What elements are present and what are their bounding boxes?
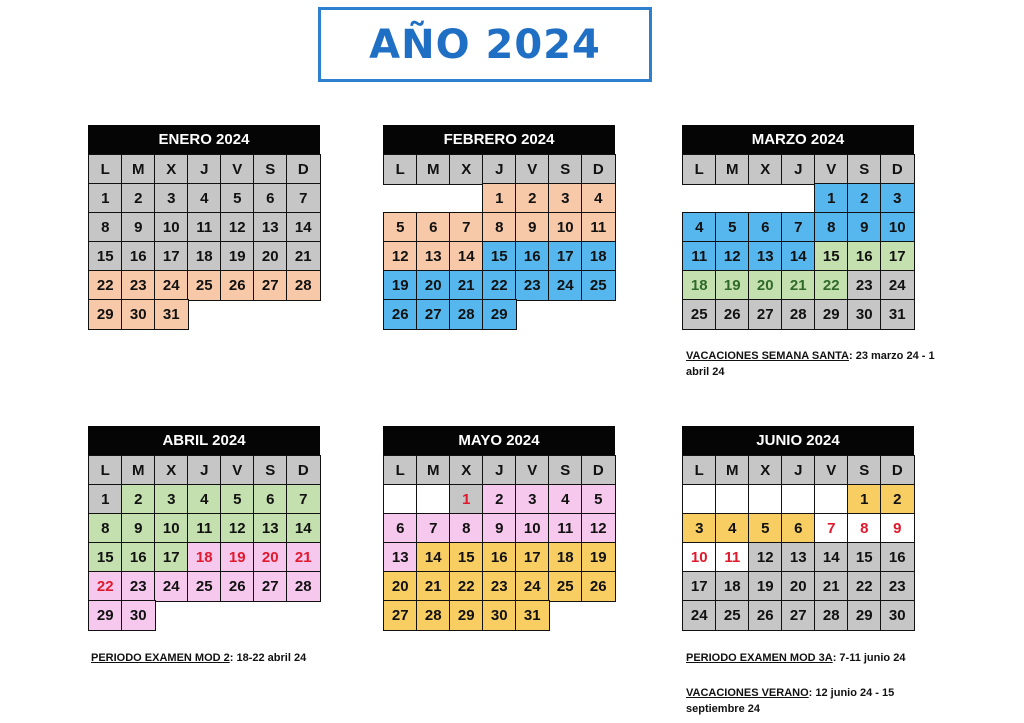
day-cell: 8 — [88, 212, 123, 243]
weekday-header: S — [253, 455, 288, 486]
weekday-header: D — [286, 455, 321, 486]
weekday-header: D — [286, 154, 321, 185]
day-cell: 1 — [482, 183, 517, 214]
day-cell: 29 — [482, 299, 517, 330]
day-cell: 31 — [515, 600, 550, 631]
day-cell: 29 — [88, 600, 123, 631]
weekday-header: J — [482, 154, 517, 185]
day-cell: 25 — [682, 299, 717, 330]
month-header: MAYO 2024 — [383, 426, 615, 455]
day-cell: 13 — [748, 241, 783, 272]
month-header: ABRIL 2024 — [88, 426, 320, 455]
day-cell: 28 — [286, 270, 321, 301]
empty-cell — [748, 183, 783, 214]
weekday-header: X — [154, 154, 189, 185]
day-cell: 29 — [847, 600, 882, 631]
day-cell: 28 — [781, 299, 816, 330]
day-cell: 9 — [482, 513, 517, 544]
day-cell: 12 — [383, 241, 418, 272]
day-cell: 19 — [220, 542, 255, 573]
day-cell: 30 — [880, 600, 915, 631]
note-text: : 18-22 abril 24 — [229, 652, 307, 664]
day-cell: 7 — [814, 513, 849, 544]
day-cell: 20 — [748, 270, 783, 301]
day-cell: 25 — [548, 571, 583, 602]
day-cell: 23 — [847, 270, 882, 301]
day-cell: 9 — [880, 513, 915, 544]
day-cell: 13 — [383, 542, 418, 573]
day-cell: 24 — [154, 571, 189, 602]
day-cell: 13 — [253, 513, 288, 544]
day-cell: 15 — [847, 542, 882, 573]
day-cell: 16 — [121, 241, 156, 272]
weekday-header: X — [748, 154, 783, 185]
day-cell: 10 — [154, 513, 189, 544]
weekday-header: V — [220, 154, 255, 185]
day-cell: 3 — [515, 484, 550, 515]
day-cell: 19 — [748, 571, 783, 602]
day-cell: 2 — [121, 183, 156, 214]
day-cell: 11 — [187, 212, 222, 243]
month-header: ENERO 2024 — [88, 125, 320, 154]
blank-day-cell — [383, 484, 418, 515]
day-cell: 25 — [715, 600, 750, 631]
weekday-header: M — [416, 455, 451, 486]
day-cell: 21 — [416, 571, 451, 602]
weekday-header: J — [781, 154, 816, 185]
day-cell: 29 — [449, 600, 484, 631]
day-cell: 5 — [581, 484, 616, 515]
day-cell: 24 — [154, 270, 189, 301]
day-cell: 27 — [383, 600, 418, 631]
day-cell: 20 — [253, 241, 288, 272]
day-cell: 23 — [482, 571, 517, 602]
day-cell: 15 — [482, 241, 517, 272]
day-cell: 27 — [748, 299, 783, 330]
note-examen-mod3a — [686, 650, 986, 666]
day-cell: 22 — [449, 571, 484, 602]
weekday-header: V — [814, 455, 849, 486]
day-cell: 5 — [748, 513, 783, 544]
day-cell: 11 — [715, 542, 750, 573]
month-grid — [88, 455, 320, 629]
note-text: : 7-11 junio 24 — [832, 652, 906, 664]
empty-cell — [416, 183, 451, 214]
blank-day-cell — [682, 484, 717, 515]
day-cell: 18 — [548, 542, 583, 573]
day-cell: 24 — [515, 571, 550, 602]
day-cell: 10 — [548, 212, 583, 243]
note-semana-santa — [686, 348, 956, 380]
day-cell: 4 — [187, 183, 222, 214]
day-cell: 1 — [449, 484, 484, 515]
day-cell: 13 — [781, 542, 816, 573]
day-cell: 6 — [748, 212, 783, 243]
month-grid — [682, 154, 914, 328]
weekday-header: D — [880, 154, 915, 185]
day-cell: 8 — [847, 513, 882, 544]
day-cell: 5 — [220, 484, 255, 515]
month-junio — [682, 426, 914, 629]
weekday-header: J — [482, 455, 517, 486]
day-cell: 2 — [482, 484, 517, 515]
month-grid — [383, 154, 615, 328]
weekday-header: M — [416, 154, 451, 185]
day-cell: 30 — [482, 600, 517, 631]
day-cell: 4 — [715, 513, 750, 544]
day-cell: 11 — [682, 241, 717, 272]
day-cell: 29 — [88, 299, 123, 330]
day-cell: 14 — [286, 513, 321, 544]
day-cell: 31 — [880, 299, 915, 330]
note-text: : 23 marzo 24 - 1 abril 24 — [686, 350, 935, 378]
weekday-header: L — [383, 455, 418, 486]
day-cell: 30 — [121, 299, 156, 330]
empty-cell — [682, 183, 717, 214]
day-cell: 29 — [814, 299, 849, 330]
day-cell: 6 — [416, 212, 451, 243]
day-cell: 10 — [154, 212, 189, 243]
note-label: PERIODO EXAMEN MOD 2 — [91, 652, 230, 664]
note-label: VACACIONES SEMANA SANTA — [686, 350, 849, 362]
day-cell: 20 — [781, 571, 816, 602]
day-cell: 22 — [847, 571, 882, 602]
day-cell: 10 — [515, 513, 550, 544]
day-cell: 24 — [682, 600, 717, 631]
day-cell: 9 — [847, 212, 882, 243]
day-cell: 4 — [548, 484, 583, 515]
day-cell: 19 — [220, 241, 255, 272]
day-cell: 5 — [220, 183, 255, 214]
day-cell: 26 — [383, 299, 418, 330]
day-cell: 1 — [88, 484, 123, 515]
day-cell: 2 — [515, 183, 550, 214]
note-text: : 12 junio 24 - 15 septiembre 24 — [686, 687, 895, 715]
day-cell: 5 — [715, 212, 750, 243]
day-cell: 14 — [416, 542, 451, 573]
day-cell: 17 — [682, 571, 717, 602]
day-cell: 27 — [253, 571, 288, 602]
weekday-header: M — [715, 154, 750, 185]
day-cell: 8 — [88, 513, 123, 544]
weekday-header: X — [154, 455, 189, 486]
day-cell: 12 — [715, 241, 750, 272]
day-cell: 6 — [253, 183, 288, 214]
day-cell: 14 — [814, 542, 849, 573]
day-cell: 26 — [715, 299, 750, 330]
day-cell: 14 — [781, 241, 816, 272]
day-cell: 17 — [154, 241, 189, 272]
day-cell: 3 — [682, 513, 717, 544]
day-cell: 18 — [715, 571, 750, 602]
day-cell: 20 — [383, 571, 418, 602]
month-header: FEBRERO 2024 — [383, 125, 615, 154]
day-cell: 12 — [581, 513, 616, 544]
day-cell: 20 — [416, 270, 451, 301]
month-header: JUNIO 2024 — [682, 426, 914, 455]
day-cell: 3 — [154, 484, 189, 515]
day-cell: 18 — [581, 241, 616, 272]
day-cell: 27 — [253, 270, 288, 301]
note-label: PERIODO EXAMEN MOD 3A — [686, 652, 833, 664]
day-cell: 27 — [781, 600, 816, 631]
day-cell: 1 — [847, 484, 882, 515]
day-cell: 7 — [449, 212, 484, 243]
blank-day-cell — [781, 484, 816, 515]
day-cell: 28 — [814, 600, 849, 631]
day-cell: 25 — [581, 270, 616, 301]
weekday-header: D — [880, 455, 915, 486]
weekday-header: X — [748, 455, 783, 486]
month-grid — [682, 455, 914, 629]
blank-day-cell — [416, 484, 451, 515]
note-examen-mod2 — [91, 650, 391, 666]
day-cell: 24 — [880, 270, 915, 301]
day-cell: 28 — [286, 571, 321, 602]
day-cell: 6 — [253, 484, 288, 515]
note-verano — [686, 685, 946, 717]
weekday-header: X — [449, 154, 484, 185]
day-cell: 12 — [220, 513, 255, 544]
day-cell: 3 — [548, 183, 583, 214]
day-cell: 11 — [581, 212, 616, 243]
day-cell: 7 — [781, 212, 816, 243]
weekday-header: J — [781, 455, 816, 486]
day-cell: 21 — [449, 270, 484, 301]
day-cell: 26 — [581, 571, 616, 602]
day-cell: 30 — [121, 600, 156, 631]
weekday-header: V — [814, 154, 849, 185]
day-cell: 23 — [515, 270, 550, 301]
day-cell: 10 — [682, 542, 717, 573]
day-cell: 27 — [416, 299, 451, 330]
day-cell: 6 — [383, 513, 418, 544]
day-cell: 17 — [548, 241, 583, 272]
day-cell: 11 — [548, 513, 583, 544]
day-cell: 3 — [880, 183, 915, 214]
month-grid — [383, 455, 615, 629]
day-cell: 26 — [220, 270, 255, 301]
day-cell: 14 — [449, 241, 484, 272]
day-cell: 8 — [814, 212, 849, 243]
day-cell: 18 — [187, 542, 222, 573]
day-cell: 4 — [581, 183, 616, 214]
month-grid — [88, 154, 320, 328]
day-cell: 26 — [220, 571, 255, 602]
weekday-header: X — [449, 455, 484, 486]
month-header: MARZO 2024 — [682, 125, 914, 154]
day-cell: 15 — [88, 542, 123, 573]
day-cell: 7 — [416, 513, 451, 544]
day-cell: 21 — [286, 542, 321, 573]
day-cell: 2 — [880, 484, 915, 515]
day-cell: 9 — [515, 212, 550, 243]
blank-day-cell — [748, 484, 783, 515]
day-cell: 10 — [880, 212, 915, 243]
day-cell: 16 — [121, 542, 156, 573]
day-cell: 3 — [154, 183, 189, 214]
empty-cell — [383, 183, 418, 214]
day-cell: 12 — [220, 212, 255, 243]
day-cell: 18 — [682, 270, 717, 301]
weekday-header: V — [515, 154, 550, 185]
day-cell: 22 — [482, 270, 517, 301]
day-cell: 1 — [814, 183, 849, 214]
day-cell: 28 — [449, 299, 484, 330]
day-cell: 25 — [187, 270, 222, 301]
weekday-header: S — [253, 154, 288, 185]
day-cell: 22 — [88, 270, 123, 301]
day-cell: 4 — [682, 212, 717, 243]
day-cell: 6 — [781, 513, 816, 544]
day-cell: 13 — [253, 212, 288, 243]
month-abril — [88, 426, 320, 629]
weekday-header: J — [187, 154, 222, 185]
note-label: VACACIONES VERANO — [686, 687, 809, 699]
empty-cell — [715, 183, 750, 214]
weekday-header: S — [847, 154, 882, 185]
day-cell: 19 — [715, 270, 750, 301]
title-box — [318, 7, 652, 82]
weekday-header: L — [88, 154, 123, 185]
day-cell: 22 — [814, 270, 849, 301]
day-cell: 7 — [286, 183, 321, 214]
day-cell: 31 — [154, 299, 189, 330]
day-cell: 15 — [449, 542, 484, 573]
empty-cell — [449, 183, 484, 214]
month-marzo — [682, 125, 914, 328]
day-cell: 23 — [121, 270, 156, 301]
day-cell: 14 — [286, 212, 321, 243]
weekday-header: L — [682, 154, 717, 185]
day-cell: 13 — [416, 241, 451, 272]
day-cell: 8 — [449, 513, 484, 544]
day-cell: 16 — [482, 542, 517, 573]
weekday-header: S — [548, 455, 583, 486]
weekday-header: D — [581, 455, 616, 486]
day-cell: 11 — [187, 513, 222, 544]
day-cell: 8 — [482, 212, 517, 243]
page-title: AÑO 2024 — [369, 21, 601, 68]
day-cell: 26 — [748, 600, 783, 631]
day-cell: 16 — [847, 241, 882, 272]
weekday-header: L — [383, 154, 418, 185]
weekday-header: M — [121, 154, 156, 185]
day-cell: 24 — [548, 270, 583, 301]
day-cell: 12 — [748, 542, 783, 573]
day-cell: 9 — [121, 513, 156, 544]
day-cell: 17 — [154, 542, 189, 573]
day-cell: 18 — [187, 241, 222, 272]
day-cell: 2 — [847, 183, 882, 214]
day-cell: 4 — [187, 484, 222, 515]
day-cell: 21 — [286, 241, 321, 272]
weekday-header: L — [88, 455, 123, 486]
day-cell: 21 — [814, 571, 849, 602]
weekday-header: D — [581, 154, 616, 185]
day-cell: 7 — [286, 484, 321, 515]
day-cell: 23 — [121, 571, 156, 602]
weekday-header: J — [187, 455, 222, 486]
weekday-header: L — [682, 455, 717, 486]
day-cell: 19 — [383, 270, 418, 301]
day-cell: 5 — [383, 212, 418, 243]
weekday-header: V — [515, 455, 550, 486]
month-mayo — [383, 426, 615, 629]
blank-day-cell — [715, 484, 750, 515]
day-cell: 17 — [515, 542, 550, 573]
day-cell: 19 — [581, 542, 616, 573]
month-febrero — [383, 125, 615, 328]
day-cell: 23 — [880, 571, 915, 602]
weekday-header: M — [121, 455, 156, 486]
day-cell: 20 — [253, 542, 288, 573]
day-cell: 25 — [187, 571, 222, 602]
day-cell: 22 — [88, 571, 123, 602]
weekday-header: S — [847, 455, 882, 486]
month-enero — [88, 125, 320, 328]
weekday-header: M — [715, 455, 750, 486]
day-cell: 15 — [814, 241, 849, 272]
day-cell: 9 — [121, 212, 156, 243]
day-cell: 16 — [515, 241, 550, 272]
day-cell: 15 — [88, 241, 123, 272]
blank-day-cell — [814, 484, 849, 515]
empty-cell — [781, 183, 816, 214]
day-cell: 21 — [781, 270, 816, 301]
day-cell: 28 — [416, 600, 451, 631]
day-cell: 1 — [88, 183, 123, 214]
day-cell: 2 — [121, 484, 156, 515]
weekday-header: S — [548, 154, 583, 185]
day-cell: 30 — [847, 299, 882, 330]
day-cell: 17 — [880, 241, 915, 272]
weekday-header: V — [220, 455, 255, 486]
day-cell: 16 — [880, 542, 915, 573]
